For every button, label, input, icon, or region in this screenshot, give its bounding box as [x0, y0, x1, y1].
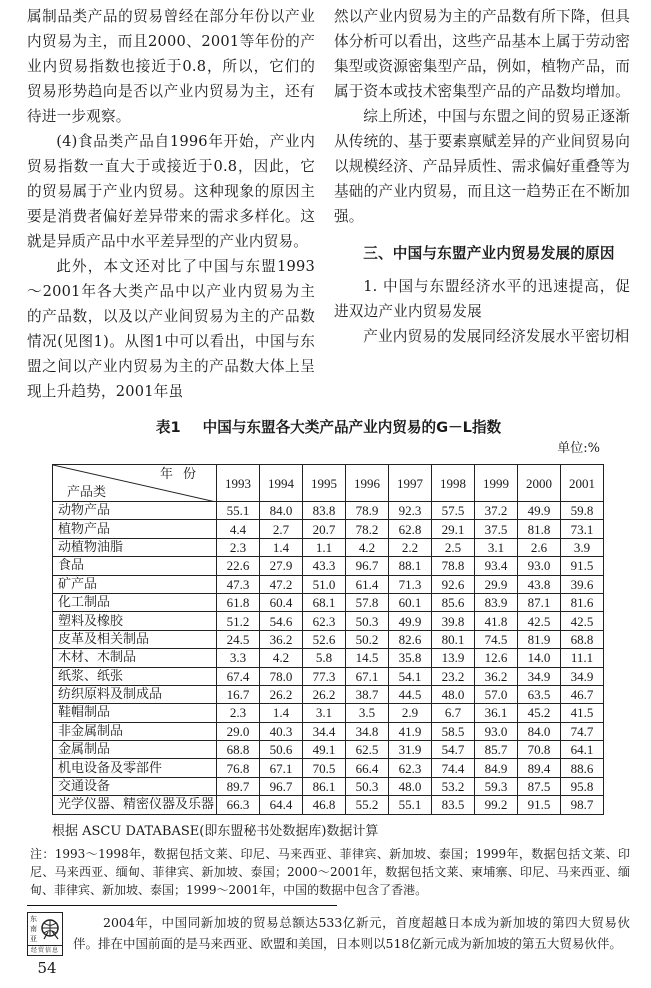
value-cell: 58.5	[432, 722, 475, 740]
value-cell: 20.7	[303, 520, 346, 538]
value-cell: 60.4	[260, 593, 303, 611]
value-cell: 71.3	[389, 575, 432, 593]
table-row	[53, 612, 604, 630]
category-cell: 木材、木制品	[53, 649, 217, 667]
value-cell: 3.3	[217, 649, 260, 667]
logo-vertical-text: 东南亚	[30, 914, 37, 943]
value-cell: 24.5	[217, 630, 260, 648]
table-note: 注：1993～1998年，数据包括文莱、印尼、马来西亚、菲律宾、新加坡、泰国；1999年，数据包括文莱、印尼、马来西亚、缅甸、菲律宾、新加坡、泰国；2000～2001年，数据包括文莱、柬埔寨、印尼、马来西亚、缅甸、菲律宾、新加坡、泰国；1999～2001年，中国的数据中包含了香港。	[30, 846, 630, 897]
value-cell: 29.9	[475, 575, 518, 593]
year-header: 年份	[159, 467, 206, 482]
value-cell: 55.1	[217, 502, 260, 520]
value-cell: 78.8	[432, 557, 475, 575]
table-row	[53, 502, 604, 520]
value-cell: 86.1	[303, 777, 346, 795]
value-cell: 14.0	[518, 649, 561, 667]
value-cell: 13.9	[432, 649, 475, 667]
value-cell: 2.5	[432, 538, 475, 556]
table-row	[53, 722, 604, 740]
value-cell: 96.7	[346, 557, 389, 575]
value-cell: 36.1	[475, 704, 518, 722]
table-row	[53, 759, 604, 777]
table-wrapper	[27, 464, 630, 815]
value-cell: 2.6	[518, 538, 561, 556]
value-cell: 12.6	[475, 649, 518, 667]
category-cell: 鞋帽制品	[53, 704, 217, 722]
value-cell: 27.9	[260, 557, 303, 575]
value-cell: 48.0	[432, 685, 475, 703]
value-cell: 51.2	[217, 612, 260, 630]
value-cell: 96.7	[260, 777, 303, 795]
value-cell: 84.9	[475, 759, 518, 777]
value-cell: 95.8	[561, 777, 604, 795]
value-cell: 85.6	[432, 593, 475, 611]
value-cell: 61.8	[217, 593, 260, 611]
value-cell: 1.4	[260, 704, 303, 722]
value-cell: 22.6	[217, 557, 260, 575]
value-cell: 55.2	[346, 796, 389, 814]
value-cell: 40.3	[260, 722, 303, 740]
value-cell: 34.8	[346, 722, 389, 740]
value-cell: 16.7	[217, 685, 260, 703]
value-cell: 42.5	[561, 612, 604, 630]
value-cell: 74.5	[475, 630, 518, 648]
value-cell: 48.0	[389, 777, 432, 795]
value-cell: 81.9	[518, 630, 561, 648]
year-cell: 1999	[475, 465, 518, 502]
value-cell: 83.8	[303, 502, 346, 520]
table-title	[27, 418, 630, 438]
value-cell: 70.8	[518, 741, 561, 759]
value-cell: 47.3	[217, 575, 260, 593]
table-row	[53, 538, 604, 556]
table-row	[53, 649, 604, 667]
year-cell: 1996	[346, 465, 389, 502]
value-cell: 4.2	[346, 538, 389, 556]
value-cell: 63.5	[518, 685, 561, 703]
value-cell: 45.2	[518, 704, 561, 722]
value-cell: 1.4	[260, 538, 303, 556]
value-cell: 81.6	[561, 593, 604, 611]
table-body	[53, 502, 604, 815]
value-cell: 68.8	[561, 630, 604, 648]
value-cell: 70.5	[303, 759, 346, 777]
paragraph: 综上所述，中国与东盟之间的贸易正逐渐从传统的、基于要素禀赋差异的产业间贸易向以规模经济、产品异质性、需求偏好重叠等为基础的产业内贸易，而且这一趋势正在不断加强。	[334, 108, 630, 225]
value-cell: 91.5	[561, 557, 604, 575]
value-cell: 93.0	[518, 557, 561, 575]
category-cell: 纸浆、纸张	[53, 667, 217, 685]
value-cell: 74.7	[561, 722, 604, 740]
value-cell: 83.9	[475, 593, 518, 611]
value-cell: 3.1	[475, 538, 518, 556]
category-cell: 皮革及相关制品	[53, 630, 217, 648]
value-cell: 34.9	[561, 667, 604, 685]
value-cell: 23.2	[432, 667, 475, 685]
value-cell: 78.2	[346, 520, 389, 538]
value-cell: 3.5	[346, 704, 389, 722]
value-cell: 87.1	[518, 593, 561, 611]
value-cell: 1.1	[303, 538, 346, 556]
value-cell: 66.3	[217, 796, 260, 814]
value-cell: 64.4	[260, 796, 303, 814]
value-cell: 53.2	[432, 777, 475, 795]
value-cell: 42.5	[518, 612, 561, 630]
value-cell: 14.5	[346, 649, 389, 667]
value-cell: 36.2	[260, 630, 303, 648]
value-cell: 2.2	[389, 538, 432, 556]
value-cell: 89.7	[217, 777, 260, 795]
value-cell: 64.1	[561, 741, 604, 759]
value-cell: 26.2	[260, 685, 303, 703]
logo-column	[27, 912, 67, 978]
value-cell: 6.7	[432, 704, 475, 722]
right-column	[334, 4, 630, 349]
value-cell: 88.6	[561, 759, 604, 777]
value-cell: 59.3	[475, 777, 518, 795]
value-cell: 54.7	[432, 741, 475, 759]
value-cell: 44.5	[389, 685, 432, 703]
value-cell: 49.9	[518, 502, 561, 520]
value-cell: 41.8	[475, 612, 518, 630]
value-cell: 39.8	[432, 612, 475, 630]
category-cell: 金属制品	[53, 741, 217, 759]
body-columns	[27, 4, 630, 404]
value-cell: 60.1	[389, 593, 432, 611]
value-cell: 35.8	[389, 649, 432, 667]
value-cell: 2.9	[389, 704, 432, 722]
value-cell: 80.1	[432, 630, 475, 648]
gl-index-table	[52, 464, 604, 815]
value-cell: 50.3	[346, 777, 389, 795]
value-cell: 62.3	[389, 759, 432, 777]
value-cell: 41.5	[561, 704, 604, 722]
value-cell: 51.0	[303, 575, 346, 593]
left-column	[27, 4, 315, 404]
category-cell: 纺织原料及制成品	[53, 685, 217, 703]
value-cell: 81.8	[518, 520, 561, 538]
table-row	[53, 520, 604, 538]
value-cell: 11.1	[561, 649, 604, 667]
diagonal-header-cell	[53, 465, 217, 502]
table-row	[53, 667, 604, 685]
category-cell: 矿产品	[53, 575, 217, 593]
value-cell: 92.3	[389, 502, 432, 520]
value-cell: 57.0	[475, 685, 518, 703]
value-cell: 2.3	[217, 538, 260, 556]
value-cell: 50.6	[260, 741, 303, 759]
year-cell: 1993	[217, 465, 260, 502]
value-cell: 54.1	[389, 667, 432, 685]
value-cell: 29.0	[217, 722, 260, 740]
value-cell: 2.3	[217, 704, 260, 722]
value-cell: 93.4	[475, 557, 518, 575]
table-source: 根据 ASCU DATABASE(即东盟秘书处数据库)数据计算	[52, 823, 379, 839]
section-heading: 三、中国与东盟产业内贸易发展的原因	[363, 245, 615, 262]
table-unit: 单位:%	[557, 441, 600, 456]
category-cell: 光学仪器、精密仪器及乐器	[53, 796, 217, 814]
value-cell: 83.5	[432, 796, 475, 814]
table-row	[53, 741, 604, 759]
value-cell: 49.9	[389, 612, 432, 630]
page-number: 54	[37, 958, 57, 977]
value-cell: 41.9	[389, 722, 432, 740]
table-row	[53, 557, 604, 575]
value-cell: 61.4	[346, 575, 389, 593]
value-cell: 89.4	[518, 759, 561, 777]
category-cell: 塑料及橡胶	[53, 612, 217, 630]
value-cell: 67.4	[217, 667, 260, 685]
category-cell: 机电设备及零部件	[53, 759, 217, 777]
footer	[27, 912, 630, 978]
value-cell: 91.5	[518, 796, 561, 814]
value-cell: 78.0	[260, 667, 303, 685]
globe-icon	[38, 915, 62, 945]
value-cell: 37.2	[475, 502, 518, 520]
value-cell: 87.5	[518, 777, 561, 795]
value-cell: 43.3	[303, 557, 346, 575]
value-cell: 4.2	[260, 649, 303, 667]
value-cell: 92.6	[432, 575, 475, 593]
value-cell: 98.7	[561, 796, 604, 814]
paragraph: (4)食品类产品自1996年开始，产业内贸易指数一直大于或接近于0.8，因此，它的贸易属于产业内贸易。这种现象的原因主要是消费者偏好差异带来的需求多样化。这就是异质产品中水平差异型的产业内贸易。	[27, 133, 315, 250]
value-cell: 62.8	[389, 520, 432, 538]
paragraph: 此外，本文还对比了中国与东盟1993～2001年各大类产品中以产业内贸易为主的产品数，以及以产业间贸易为主的产品数情况(见图1)。从图1中可以看出，中国与东盟之间以产业内贸易为主的产品数大体上呈现上升趋势，2001年虽	[27, 258, 315, 400]
subheading: 1. 中国与东盟经济水平的迅速提高，促进双边产业内贸易发展	[334, 278, 630, 320]
value-cell: 43.8	[518, 575, 561, 593]
value-cell: 57.5	[432, 502, 475, 520]
value-cell: 57.8	[346, 593, 389, 611]
value-cell: 2.7	[260, 520, 303, 538]
value-cell: 36.2	[475, 667, 518, 685]
value-cell: 68.8	[217, 741, 260, 759]
value-cell: 78.9	[346, 502, 389, 520]
value-cell: 82.6	[389, 630, 432, 648]
value-cell: 29.1	[432, 520, 475, 538]
year-cell: 1998	[432, 465, 475, 502]
value-cell: 3.1	[303, 704, 346, 722]
table-row	[53, 685, 604, 703]
value-cell: 93.0	[475, 722, 518, 740]
category-cell: 动物产品	[53, 502, 217, 520]
value-cell: 4.4	[217, 520, 260, 538]
value-cell: 5.8	[303, 649, 346, 667]
table-row	[53, 575, 604, 593]
paragraph: 属制品类产品的贸易曾经在部分年份以产业内贸易为主，而且2000、2001等年份的产业内贸易指数也接近于0.8，所以，它们的贸易形势趋向是否以产业内贸易为主，还有待进一步观察。	[27, 8, 315, 125]
category-cell: 化工制品	[53, 593, 217, 611]
table-row	[53, 593, 604, 611]
value-cell: 67.1	[346, 667, 389, 685]
value-cell: 46.8	[303, 796, 346, 814]
value-cell: 54.6	[260, 612, 303, 630]
category-header: 产品类	[67, 485, 107, 500]
value-cell: 73.1	[561, 520, 604, 538]
value-cell: 67.1	[260, 759, 303, 777]
category-cell: 动植物油脂	[53, 538, 217, 556]
category-cell: 非金属制品	[53, 722, 217, 740]
year-cell: 2000	[518, 465, 561, 502]
value-cell: 88.1	[389, 557, 432, 575]
value-cell: 85.7	[475, 741, 518, 759]
year-cell: 1995	[303, 465, 346, 502]
value-cell: 77.3	[303, 667, 346, 685]
year-cell: 1994	[260, 465, 303, 502]
value-cell: 34.4	[303, 722, 346, 740]
year-cell: 2001	[561, 465, 604, 502]
paragraph: 产业内贸易的发展同经济发展水平密切相	[363, 328, 630, 345]
value-cell: 46.7	[561, 685, 604, 703]
table-title-text: 中国与东盟各大类产品产业内贸易的G－L指数	[202, 419, 502, 436]
value-cell: 37.5	[475, 520, 518, 538]
value-cell: 50.2	[346, 630, 389, 648]
value-cell: 62.5	[346, 741, 389, 759]
table-row	[53, 777, 604, 795]
value-cell: 59.8	[561, 502, 604, 520]
value-cell: 66.4	[346, 759, 389, 777]
value-cell: 26.2	[303, 685, 346, 703]
category-cell: 交通设备	[53, 777, 217, 795]
value-cell: 52.6	[303, 630, 346, 648]
paragraph: 然以产业内贸易为主的产品数有所下降，但具体分析可以看出，这些产品基本上属于劳动密集型或资源密集型产品，例如，植物产品，而属于资本或技术密集型产品的产品数均增加。	[334, 8, 630, 100]
table-row	[53, 796, 604, 814]
value-cell: 84.0	[518, 722, 561, 740]
year-cell: 1997	[389, 465, 432, 502]
value-cell: 47.2	[260, 575, 303, 593]
value-cell: 3.9	[561, 538, 604, 556]
value-cell: 68.1	[303, 593, 346, 611]
category-cell: 植物产品	[53, 520, 217, 538]
value-cell: 31.9	[389, 741, 432, 759]
value-cell: 76.8	[217, 759, 260, 777]
table-header-row	[53, 465, 604, 502]
value-cell: 50.3	[346, 612, 389, 630]
logo-bottom-text: 经贸信息	[28, 945, 62, 955]
journal-logo	[27, 912, 63, 956]
value-cell: 55.1	[389, 796, 432, 814]
sidebar-news: 2004年，中国同新加坡的贸易总额达533亿新元，首度超越日本成为新加坡的第四大贸易伙伴。排在中国前面的是马来西亚、欧盟和美国，日本则以518亿新元成为新加坡的第五大贸易伙伴。	[73, 914, 630, 951]
table-number: 表1	[155, 419, 181, 436]
table-row	[53, 630, 604, 648]
category-cell: 食品	[53, 557, 217, 575]
value-cell: 84.0	[260, 502, 303, 520]
table-row	[53, 704, 604, 722]
value-cell: 62.3	[303, 612, 346, 630]
value-cell: 34.9	[518, 667, 561, 685]
value-cell: 49.1	[303, 741, 346, 759]
value-cell: 99.2	[475, 796, 518, 814]
value-cell: 74.4	[432, 759, 475, 777]
value-cell: 38.7	[346, 685, 389, 703]
value-cell: 39.6	[561, 575, 604, 593]
